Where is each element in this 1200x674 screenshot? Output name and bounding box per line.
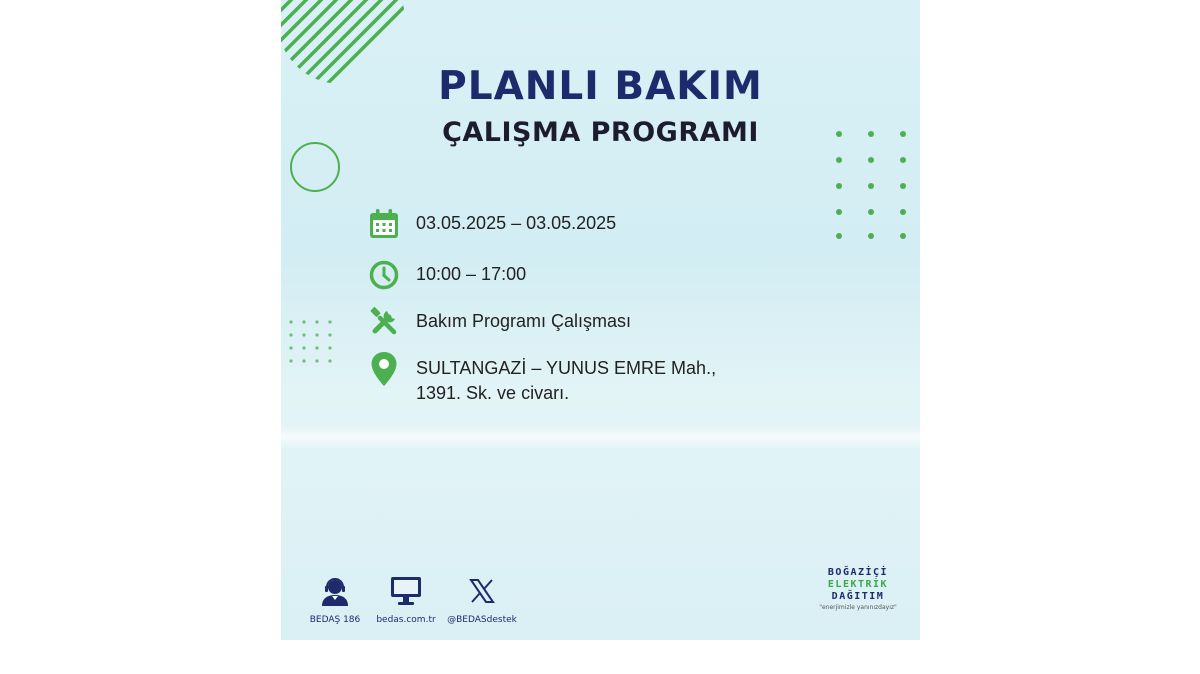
page-title: PLANLI BAKIM [438, 64, 763, 109]
x-logo-icon [469, 575, 495, 607]
logo-tagline: "enerjimizle yanınızdayız" [819, 604, 897, 611]
logo-line-3: DAĞITIM [831, 591, 885, 602]
logo-line-2: ELEKTRİK [827, 579, 889, 590]
calendar-icon [367, 207, 401, 241]
time-range-text: 10:00 – 17:00 [416, 264, 527, 284]
logo-line-1: BOĞAZİÇİ [827, 567, 889, 578]
decorative-dot-grid-left [287, 318, 335, 368]
background-haze [281, 425, 920, 449]
time-row [367, 258, 526, 292]
date-row [367, 207, 616, 241]
clock-icon [367, 258, 401, 292]
tools-icon [367, 305, 401, 339]
headset-agent-icon [319, 575, 351, 607]
work-type-row [367, 305, 631, 339]
company-logo [814, 567, 902, 612]
location-row [367, 352, 716, 406]
date-range-text: 03.05.2025 – 03.05.2025 [416, 213, 617, 233]
maintenance-poster [281, 0, 920, 640]
footer-web-label[interactable]: bedas.com.tr [376, 615, 436, 625]
location-pin-icon [367, 352, 401, 386]
location-text [416, 352, 716, 406]
monitor-icon [390, 575, 422, 607]
location-line-1: SULTANGAZİ – YUNUS EMRE Mah., [416, 358, 717, 378]
footer-web[interactable] [374, 575, 438, 625]
decorative-ring [290, 142, 340, 192]
footer-phone-label: BEDAŞ 186 [309, 615, 361, 625]
footer-social[interactable] [446, 575, 518, 625]
work-type-text: Bakım Programı Çalışması [416, 311, 632, 331]
footer-phone [305, 575, 365, 625]
footer-social-label[interactable]: @BEDASdestek [447, 615, 517, 625]
page-subtitle: ÇALIŞMA PROGRAMI [442, 117, 759, 148]
location-line-2: 1391. Sk. ve civarı. [416, 383, 570, 403]
